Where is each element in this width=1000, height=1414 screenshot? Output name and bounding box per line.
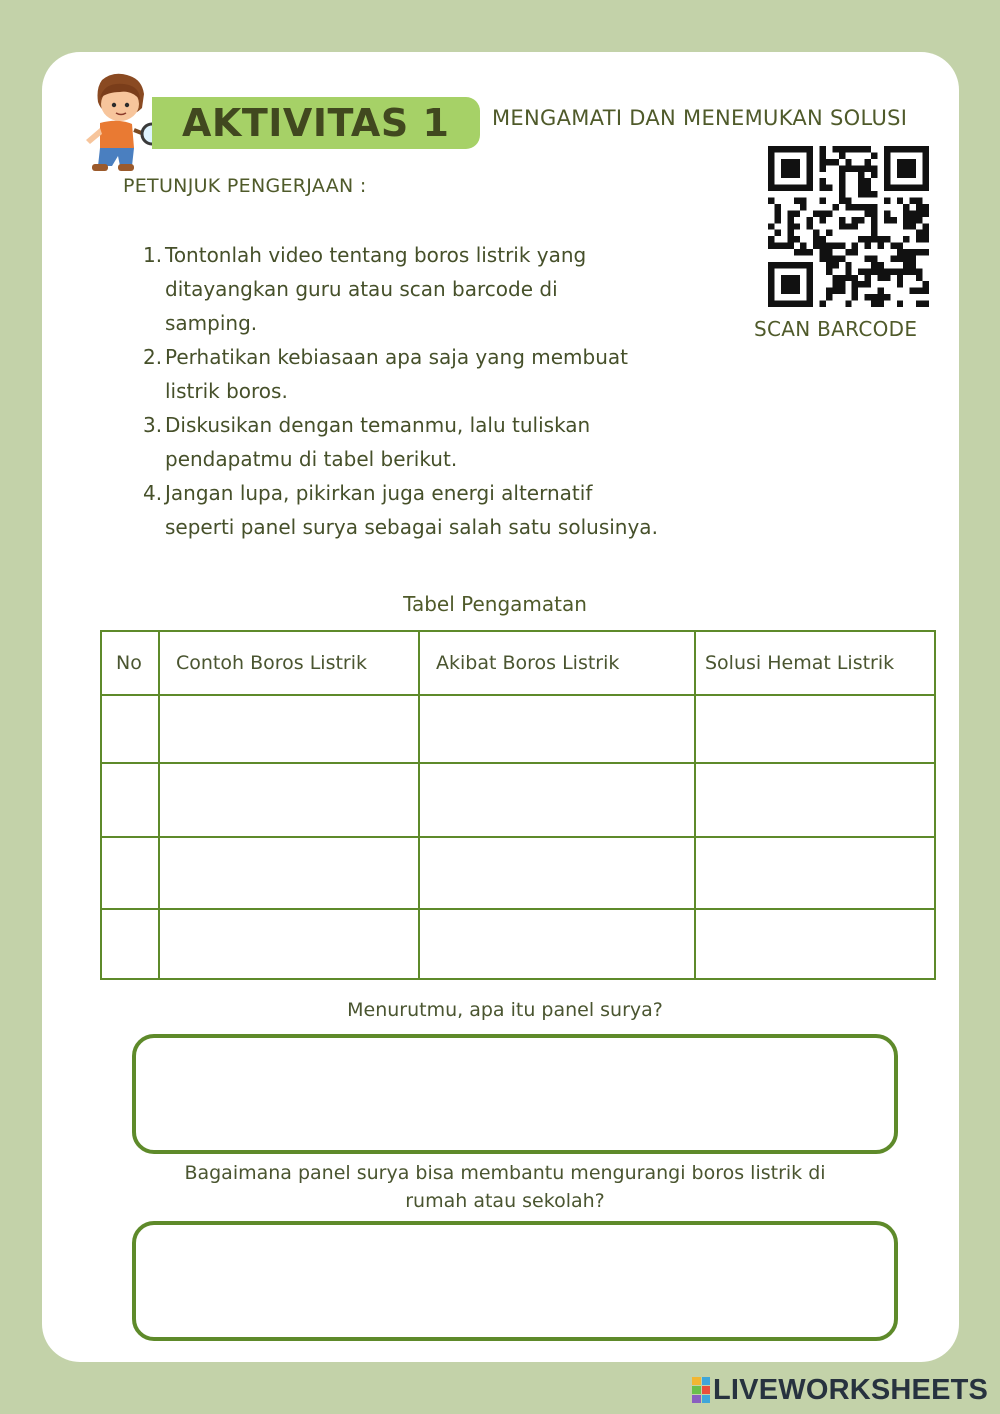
table-cell[interactable] bbox=[159, 695, 419, 763]
question-1-text: Menurutmu, apa itu panel surya? bbox=[347, 999, 663, 1021]
table-row bbox=[101, 837, 935, 909]
table-cell[interactable] bbox=[101, 763, 159, 837]
instruction-step bbox=[140, 238, 740, 340]
column-header-effect: Akibat Boros Listrik bbox=[419, 631, 695, 695]
table-row bbox=[101, 695, 935, 763]
table-cell[interactable] bbox=[695, 695, 935, 763]
step-number: 1. bbox=[143, 243, 163, 267]
step-line: Diskusikan dengan temanmu, lalu tuliskan bbox=[165, 413, 591, 437]
page-title: AKTIVITAS 1 bbox=[182, 101, 450, 145]
question-2-text bbox=[0, 1159, 1000, 1215]
step-line: samping. bbox=[165, 311, 258, 335]
table-cell[interactable] bbox=[101, 909, 159, 979]
column-header-no: No bbox=[101, 631, 159, 695]
table-cell[interactable] bbox=[695, 909, 935, 979]
answer-box-1[interactable] bbox=[132, 1034, 898, 1154]
table-cell[interactable] bbox=[419, 909, 695, 979]
step-number: 2. bbox=[143, 345, 163, 369]
instruction-list bbox=[140, 238, 740, 544]
step-line: ditayangkan guru atau scan barcode di bbox=[165, 277, 558, 301]
step-line: listrik boros. bbox=[165, 379, 288, 403]
step-line: Jangan lupa, pikirkan juga energi alternatif bbox=[165, 481, 593, 505]
page-subtitle: MENGAMATI DAN MENEMUKAN SOLUSI bbox=[492, 106, 908, 130]
instruction-step bbox=[140, 408, 740, 476]
qr-code-icon[interactable] bbox=[768, 146, 929, 307]
table-row bbox=[101, 909, 935, 979]
liveworksheets-logo-icon bbox=[692, 1377, 710, 1403]
table-header-row bbox=[101, 631, 935, 695]
scan-barcode-label: SCAN BARCODE bbox=[754, 317, 918, 341]
table-cell[interactable] bbox=[159, 837, 419, 909]
table-cell[interactable] bbox=[419, 837, 695, 909]
instruction-step bbox=[140, 340, 740, 408]
answer-box-2[interactable] bbox=[132, 1221, 898, 1341]
step-line: seperti panel surya sebagai salah satu solusinya. bbox=[165, 515, 658, 539]
table-cell[interactable] bbox=[159, 909, 419, 979]
table-cell[interactable] bbox=[419, 695, 695, 763]
table-cell[interactable] bbox=[695, 763, 935, 837]
table-cell[interactable] bbox=[159, 763, 419, 837]
brand-footer[interactable] bbox=[692, 1374, 988, 1406]
step-number: 4. bbox=[143, 481, 163, 505]
step-line: pendapatmu di tabel berikut. bbox=[165, 447, 458, 471]
step-line: Tontonlah video tentang boros listrik yang bbox=[165, 243, 587, 267]
step-line: Perhatikan kebiasaan apa saja yang membuat bbox=[165, 345, 628, 369]
brand-name: LIVEWORKSHEETS bbox=[713, 1373, 989, 1406]
observation-table bbox=[100, 630, 936, 980]
table-cell[interactable] bbox=[101, 695, 159, 763]
table-cell[interactable] bbox=[419, 763, 695, 837]
question-2-line: rumah atau sekolah? bbox=[405, 1190, 605, 1212]
step-number: 3. bbox=[143, 413, 163, 437]
instructions-heading: PETUNJUK PENGERJAAN : bbox=[123, 175, 367, 197]
table-cell[interactable] bbox=[695, 837, 935, 909]
table-caption: Tabel Pengamatan bbox=[403, 592, 587, 616]
table-row bbox=[101, 763, 935, 837]
instruction-step bbox=[140, 476, 740, 544]
column-header-solution: Solusi Hemat Listrik bbox=[695, 631, 935, 695]
column-header-example: Contoh Boros Listrik bbox=[159, 631, 419, 695]
table-cell[interactable] bbox=[101, 837, 159, 909]
question-2-line: Bagaimana panel surya bisa membantu mengurangi boros listrik di bbox=[184, 1162, 826, 1184]
